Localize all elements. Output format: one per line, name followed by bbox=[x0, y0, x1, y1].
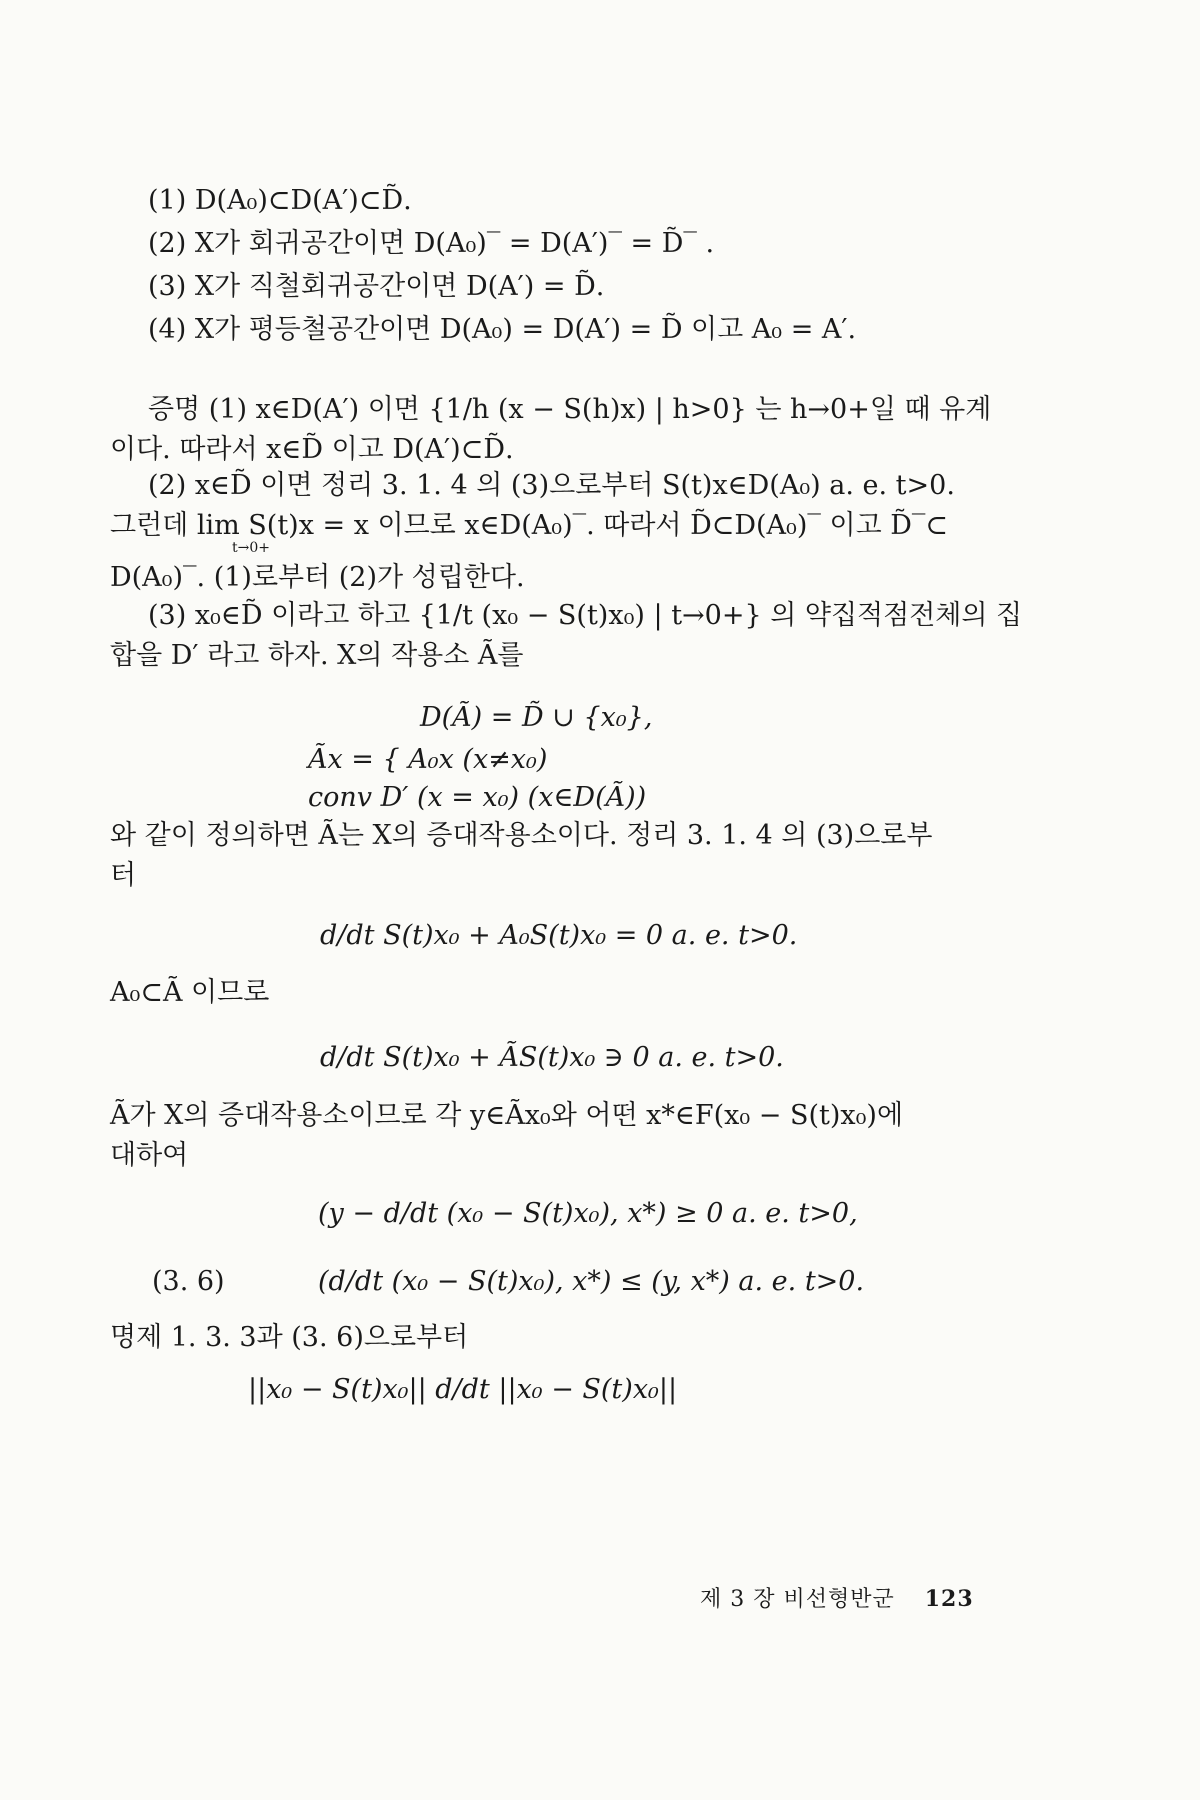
text-after-def-1: 와 같이 정의하면 Ã는 X의 증대작용소이다. 정리 3. 1. 4 의 (3)으로부 bbox=[110, 820, 933, 851]
proof-line-7: 합을 D′ 라고 하자. X의 작용소 Ã를 bbox=[110, 640, 524, 671]
eq-3: (y − d/dt (x₀ − S(t)x₀), x*) ≥ 0 a. e. t>0, bbox=[318, 1198, 858, 1229]
text-a-tilde-2: 대하여 bbox=[110, 1140, 189, 1171]
eq-2: d/dt S(t)x₀ + ÃS(t)x₀ ∋ 0 a. e. t>0. bbox=[320, 1042, 784, 1073]
proof-line-1: 증명 (1) x∈D(A′) 이면 {1/h (x − S(h)x) | h>0} 는 h→0+일 때 유계 bbox=[148, 394, 992, 425]
eq-operator-def-2: conv D′ (x = x₀) (x∈D(Ã)) bbox=[308, 782, 647, 813]
text-proposition: 명제 1. 3. 3과 (3. 6)으로부터 bbox=[110, 1322, 469, 1353]
text-after-def-2: 터 bbox=[110, 860, 137, 891]
item-2: (2) X가 회귀공간이면 D(A₀)‾ = D(A′)‾ = D̃‾ . bbox=[148, 228, 715, 259]
text-a-tilde-1: Ã가 X의 증대작용소이므로 각 y∈Ãx₀와 어떤 x*∈F(x₀ − S(t)x₀)에 bbox=[110, 1100, 904, 1131]
eq-domain-def: D(Ã) = D̃ ∪ {x₀}, bbox=[420, 702, 653, 733]
text-a0-subset: A₀⊂Ã 이므로 bbox=[110, 977, 270, 1008]
proof-line-6: (3) x₀∈D̃ 이라고 하고 {1/t (x₀ − S(t)x₀) | t→0+} 의 약집적점전체의 집 bbox=[148, 600, 1023, 631]
eq-4: (d/dt (x₀ − S(t)x₀), x*) ≤ (y, x*) a. e. t>0. bbox=[318, 1266, 865, 1297]
eq-5: ||x₀ − S(t)x₀|| d/dt ||x₀ − S(t)x₀|| bbox=[248, 1374, 678, 1405]
proof-line-2: 이다. 따라서 x∈D̃ 이고 D(A′)⊂D̃. bbox=[110, 434, 514, 465]
proof-line-4: 그런데 lim S(t)x = x 이므로 x∈D(A₀)‾. 따라서 D̃⊂D(A₀)‾ 이고 D̃‾⊂ bbox=[110, 510, 949, 541]
page-number: 123 bbox=[924, 1586, 974, 1612]
item-4: (4) X가 평등철공간이면 D(A₀) = D(A′) = D̃ 이고 A₀ = A′. bbox=[148, 314, 857, 345]
page-footer bbox=[700, 1582, 974, 1613]
lim-subscript: t→0+ bbox=[232, 540, 270, 556]
proof-line-5: D(A₀)‾. (1)로부터 (2)가 성립한다. bbox=[110, 562, 525, 593]
equation-label: (3. 6) bbox=[152, 1266, 225, 1297]
eq-operator-def-1: Ãx = { A₀x (x≠x₀) bbox=[308, 744, 548, 775]
item-3: (3) X가 직철회귀공간이면 D(A′) = D̃. bbox=[148, 271, 605, 302]
item-1: (1) D(A₀)⊂D(A′)⊂D̃. bbox=[148, 185, 412, 216]
chapter-title: 제 3 장 비선형반군 bbox=[700, 1587, 895, 1612]
proof-line-3: (2) x∈D̃ 이면 정리 3. 1. 4 의 (3)으로부터 S(t)x∈D(A₀) a. e. t>0. bbox=[148, 470, 955, 501]
eq-1: d/dt S(t)x₀ + A₀S(t)x₀ = 0 a. e. t>0. bbox=[320, 920, 798, 951]
